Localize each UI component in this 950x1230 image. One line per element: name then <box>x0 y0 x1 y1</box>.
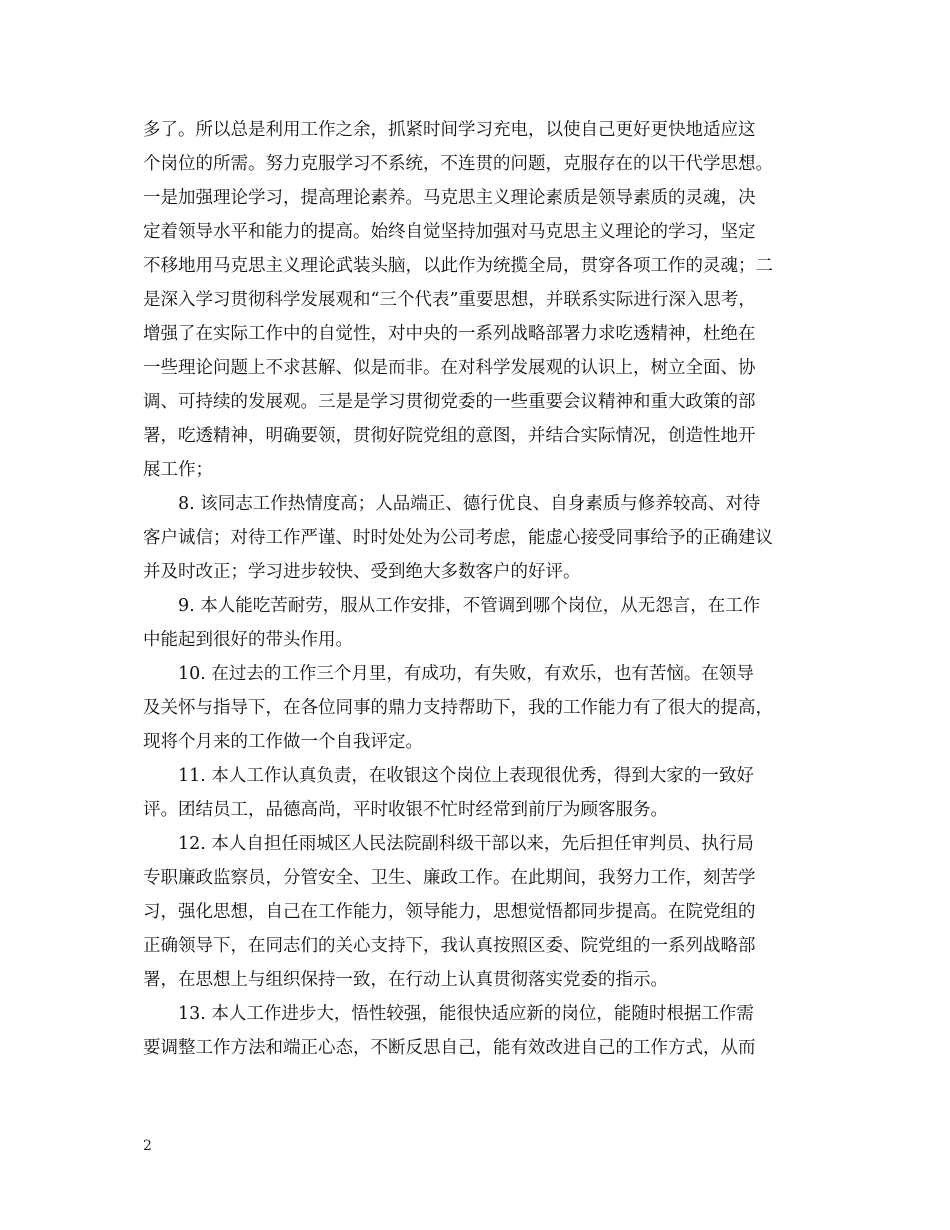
text-line: 专职廉政监察员，分管安全、卫生、廉政工作。在此期间，我努力工作，刻苦学 <box>143 868 756 888</box>
text-line: 增强了在实际工作中的自觉性，对中央的一系列战略部署力求吃透精神，杜绝在 <box>143 324 756 344</box>
text-line: 定着领导水平和能力的提高。始终自觉坚持加强对马克思主义理论的学习，坚定 <box>143 222 756 242</box>
text-line: 不移地用马克思主义理论武装头脑，以此作为统揽全局，贯穿各项工作的灵魂；二 <box>143 256 773 276</box>
text-line: 12. 本人自担任雨城区人民法院副科级干部以来，先后担任审判员、执行局 <box>178 834 754 854</box>
page-number: 2 <box>143 1138 152 1154</box>
paragraph <box>143 589 808 657</box>
text-line: 个岗位的所需。努力克服学习不系统，不连贯的问题，克服存在的以干代学思想。 <box>143 154 773 174</box>
paragraph <box>143 827 808 997</box>
text-line: 客户诚信；对待工作严谨、时时处处为公司考虑，能虚心接受同事给予的正确建议 <box>143 528 773 548</box>
text-line: 展工作； <box>143 460 213 480</box>
paragraph <box>143 487 808 589</box>
document-body <box>143 113 808 1065</box>
text-line: 并及时改正；学习进步较快、受到绝大多数客户的好评。 <box>143 562 581 582</box>
paragraph <box>143 759 808 827</box>
text-line: 9. 本人能吃苦耐劳，服从工作安排，不管调到哪个岗位，从无怨言，在工作 <box>178 596 761 616</box>
text-line: 10. 在过去的工作三个月里，有成功，有失败，有欢乐，也有苦恼。在领导 <box>178 664 754 684</box>
text-line: 13. 本人工作进步大，悟性较强，能很快适应新的岗位，能随时根据工作需 <box>178 1004 754 1024</box>
text-line: 调、可持续的发展观。三是是学习贯彻党委的一些重要会议精神和重大政策的部 <box>143 392 756 412</box>
text-line: 评。团结员工，品德高尚，平时收银不忙时经常到前厅为顾客服务。 <box>143 800 668 820</box>
text-line: 一是加强理论学习，提高理论素养。马克思主义理论素质是领导素质的灵魂，决 <box>143 188 756 208</box>
text-line: 习，强化思想，自己在工作能力，领导能力，思想觉悟都同步提高。在院党组的 <box>143 902 756 922</box>
text-line: 一些理论问题上不求甚解、似是而非。在对科学发展观的认识上，树立全面、协 <box>143 358 756 378</box>
text-line: 是深入学习贯彻科学发展观和“三个代表”重要思想，并联系实际进行深入思考， <box>143 290 756 310</box>
text-line: 署，在思想上与组织保持一致，在行动上认真贯彻落实党委的指示。 <box>143 970 668 990</box>
paragraph <box>143 113 808 487</box>
text-line: 及关怀与指导下，在各位同事的鼎力支持帮助下，我的工作能力有了很大的提高， <box>143 698 773 718</box>
text-line: 要调整工作方法和端正心态，不断反思自己，能有效改进自己的工作方式，从而 <box>143 1038 756 1058</box>
paragraph <box>143 997 808 1065</box>
text-line: 多了。所以总是利用工作之余，抓紧时间学习充电，以使自己更好更快地适应这 <box>143 120 756 140</box>
paragraph <box>143 657 808 759</box>
text-line: 正确领导下，在同志们的关心支持下，我认真按照区委、院党组的一系列战略部 <box>143 936 756 956</box>
text-line: 署，吃透精神，明确要领，贯彻好院党组的意图，并结合实际情况，创造性地开 <box>143 426 756 446</box>
text-line: 中能起到很好的带头作用。 <box>143 630 353 650</box>
text-line: 8. 该同志工作热情度高；人品端正、德行优良、自身素质与修养较高、对待 <box>178 494 761 514</box>
text-line: 11. 本人工作认真负责，在收银这个岗位上表现很优秀，得到大家的一致好 <box>178 766 754 786</box>
text-line: 现将个月来的工作做一个自我评定。 <box>143 732 423 752</box>
